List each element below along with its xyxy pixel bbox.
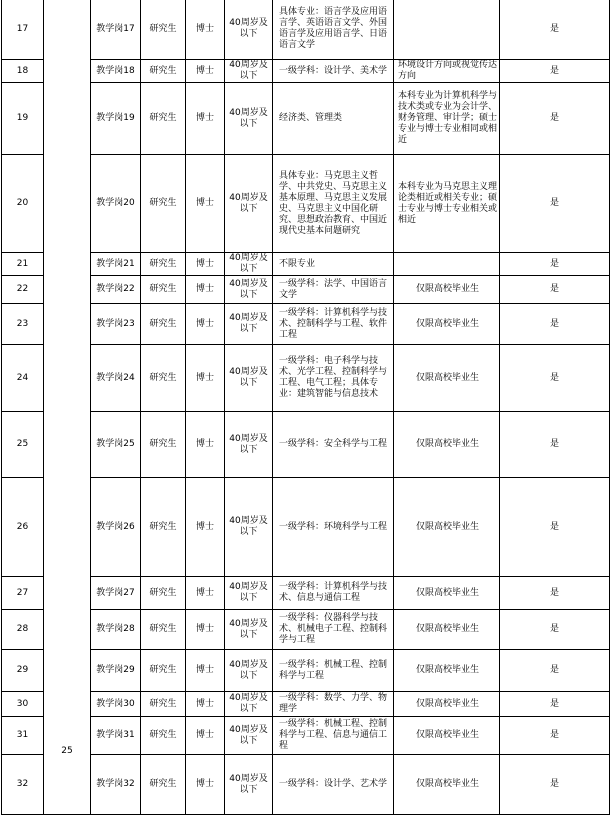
row-number: 26: [2, 478, 44, 577]
post-name: 教学岗21: [91, 253, 141, 276]
row-number: 24: [2, 345, 44, 412]
other-requirement: [394, 253, 500, 276]
table-row: [2, 692, 610, 717]
table-row: [2, 717, 610, 755]
flag: 是: [500, 253, 610, 276]
other-requirement: 仅限高校毕业生: [394, 717, 500, 755]
post-name: 教学岗20: [91, 155, 141, 253]
education: 研究生: [141, 253, 186, 276]
table-row: [2, 650, 610, 692]
flag: 是: [500, 692, 610, 717]
major-requirement: 一级学科：法学、中国语言文学: [273, 276, 394, 304]
post-name: 教学岗30: [91, 692, 141, 717]
degree: 博士: [186, 478, 225, 577]
education: 研究生: [141, 692, 186, 717]
education: 研究生: [141, 755, 186, 815]
degree: 博士: [186, 412, 225, 478]
flag: 是: [500, 412, 610, 478]
merged-count-cell: 25: [44, 0, 91, 815]
major-requirement: 一级学科：设计学、艺术学: [273, 755, 394, 815]
table-row: [2, 577, 610, 610]
table-row: [2, 610, 610, 650]
table-row: [2, 276, 610, 304]
other-requirement: 仅限高校毕业生: [394, 755, 500, 815]
flag: 是: [500, 60, 610, 83]
table-row: [2, 60, 610, 83]
major-requirement: 一级学科：设计学、美术学: [273, 60, 394, 83]
age-limit: 40周岁及以下: [225, 717, 273, 755]
row-number: 28: [2, 610, 44, 650]
education: 研究生: [141, 478, 186, 577]
major-requirement: 一级学科：机械工程、控制科学与工程: [273, 650, 394, 692]
major-requirement: 一级学科：环境科学与工程: [273, 478, 394, 577]
other-requirement: [394, 0, 500, 60]
flag: 是: [500, 755, 610, 815]
major-requirement: 不限专业: [273, 253, 394, 276]
age-limit: 40周岁及以下: [225, 610, 273, 650]
recruitment-table: [1, 0, 610, 815]
other-requirement: 仅限高校毕业生: [394, 345, 500, 412]
table-row: [2, 0, 610, 60]
other-requirement: 本科专业为计算机科学与技术类或专业为会计学、财务管理、审计学；硕士专业与博士专业相同或相近: [394, 83, 500, 155]
age-limit: 40周岁及以下: [225, 692, 273, 717]
other-requirement: 本科专业为马克思主义理论类相近或相关专业；硕士专业与博士专业相关或相近: [394, 155, 500, 253]
row-number: 30: [2, 692, 44, 717]
post-name: 教学岗32: [91, 755, 141, 815]
other-requirement: 环境设计方向或视觉传达方向: [394, 60, 500, 83]
post-name: 教学岗17: [91, 0, 141, 60]
major-requirement: 具体专业：马克思主义哲学、中共党史、马克思主义基本原理、马克思主义发展史、马克思主义中国化研究、思想政治教育、中国近现代史基本问题研究: [273, 155, 394, 253]
row-number: 27: [2, 577, 44, 610]
degree: 博士: [186, 155, 225, 253]
flag: 是: [500, 83, 610, 155]
other-requirement: 仅限高校毕业生: [394, 412, 500, 478]
age-limit: 40周岁及以下: [225, 577, 273, 610]
post-name: 教学岗24: [91, 345, 141, 412]
degree: 博士: [186, 610, 225, 650]
major-requirement: 一级学科：计算机科学与技术、控制科学与工程、软件工程: [273, 304, 394, 345]
other-requirement: 仅限高校毕业生: [394, 276, 500, 304]
major-requirement: 经济类、管理类: [273, 83, 394, 155]
post-name: 教学岗29: [91, 650, 141, 692]
age-limit: 40周岁及以下: [225, 276, 273, 304]
other-requirement: 仅限高校毕业生: [394, 577, 500, 610]
post-name: 教学岗26: [91, 478, 141, 577]
post-name: 教学岗22: [91, 276, 141, 304]
flag: 是: [500, 345, 610, 412]
age-limit: 40周岁及以下: [225, 412, 273, 478]
age-limit: 40周岁及以下: [225, 83, 273, 155]
degree: 博士: [186, 755, 225, 815]
row-number: 32: [2, 755, 44, 815]
post-name: 教学岗19: [91, 83, 141, 155]
row-number: 18: [2, 60, 44, 83]
flag: 是: [500, 610, 610, 650]
table-body: [2, 0, 610, 815]
degree: 博士: [186, 60, 225, 83]
major-requirement: 具体专业：语言学及应用语言学、英语语言文学、外国语言学及应用语言学、日语语言文学: [273, 0, 394, 60]
degree: 博士: [186, 304, 225, 345]
table-row: [2, 755, 610, 815]
flag: 是: [500, 717, 610, 755]
row-number: 21: [2, 253, 44, 276]
age-limit: 40周岁及以下: [225, 155, 273, 253]
row-number: 29: [2, 650, 44, 692]
age-limit: 40周岁及以下: [225, 304, 273, 345]
post-name: 教学岗18: [91, 60, 141, 83]
other-requirement: 仅限高校毕业生: [394, 610, 500, 650]
flag: 是: [500, 650, 610, 692]
major-requirement: 一级学科：机械工程、控制科学与工程、信息与通信工程: [273, 717, 394, 755]
other-requirement: 仅限高校毕业生: [394, 478, 500, 577]
major-requirement: 一级学科：电子科学与技术、光学工程、控制科学与工程、电气工程；具体专业：建筑智能与信息技术: [273, 345, 394, 412]
education: 研究生: [141, 276, 186, 304]
education: 研究生: [141, 610, 186, 650]
degree: 博士: [186, 692, 225, 717]
age-limit: 40周岁及以下: [225, 60, 273, 83]
row-number: 17: [2, 0, 44, 60]
degree: 博士: [186, 0, 225, 60]
table-row: [2, 345, 610, 412]
other-requirement: 仅限高校毕业生: [394, 650, 500, 692]
table-row: [2, 304, 610, 345]
age-limit: 40周岁及以下: [225, 0, 273, 60]
major-requirement: 一级学科：数学、力学、物理学: [273, 692, 394, 717]
education: 研究生: [141, 304, 186, 345]
age-limit: 40周岁及以下: [225, 253, 273, 276]
degree: 博士: [186, 83, 225, 155]
age-limit: 40周岁及以下: [225, 755, 273, 815]
row-number: 23: [2, 304, 44, 345]
education: 研究生: [141, 717, 186, 755]
flag: 是: [500, 155, 610, 253]
post-name: 教学岗23: [91, 304, 141, 345]
education: 研究生: [141, 577, 186, 610]
degree: 博士: [186, 577, 225, 610]
row-number: 19: [2, 83, 44, 155]
post-name: 教学岗27: [91, 577, 141, 610]
flag: 是: [500, 577, 610, 610]
table-row: [2, 253, 610, 276]
education: 研究生: [141, 155, 186, 253]
row-number: 22: [2, 276, 44, 304]
other-requirement: 仅限高校毕业生: [394, 692, 500, 717]
education: 研究生: [141, 345, 186, 412]
major-requirement: 一级学科：安全科学与工程: [273, 412, 394, 478]
row-number: 20: [2, 155, 44, 253]
row-number: 25: [2, 412, 44, 478]
age-limit: 40周岁及以下: [225, 345, 273, 412]
flag: 是: [500, 0, 610, 60]
degree: 博士: [186, 717, 225, 755]
table-row: [2, 412, 610, 478]
table-row: [2, 155, 610, 253]
education: 研究生: [141, 412, 186, 478]
education: 研究生: [141, 83, 186, 155]
education: 研究生: [141, 60, 186, 83]
major-requirement: 一级学科：仪器科学与技术、机械电子工程、控制科学与工程: [273, 610, 394, 650]
table-row: [2, 83, 610, 155]
table-row: [2, 478, 610, 577]
age-limit: 40周岁及以下: [225, 650, 273, 692]
education: 研究生: [141, 0, 186, 60]
flag: 是: [500, 304, 610, 345]
major-requirement: 一级学科：计算机科学与技术、信息与通信工程: [273, 577, 394, 610]
post-name: 教学岗25: [91, 412, 141, 478]
education: 研究生: [141, 650, 186, 692]
row-number: 31: [2, 717, 44, 755]
post-name: 教学岗28: [91, 610, 141, 650]
degree: 博士: [186, 650, 225, 692]
other-requirement: 仅限高校毕业生: [394, 304, 500, 345]
degree: 博士: [186, 253, 225, 276]
degree: 博士: [186, 276, 225, 304]
degree: 博士: [186, 345, 225, 412]
post-name: 教学岗31: [91, 717, 141, 755]
flag: 是: [500, 478, 610, 577]
flag: 是: [500, 276, 610, 304]
age-limit: 40周岁及以下: [225, 478, 273, 577]
